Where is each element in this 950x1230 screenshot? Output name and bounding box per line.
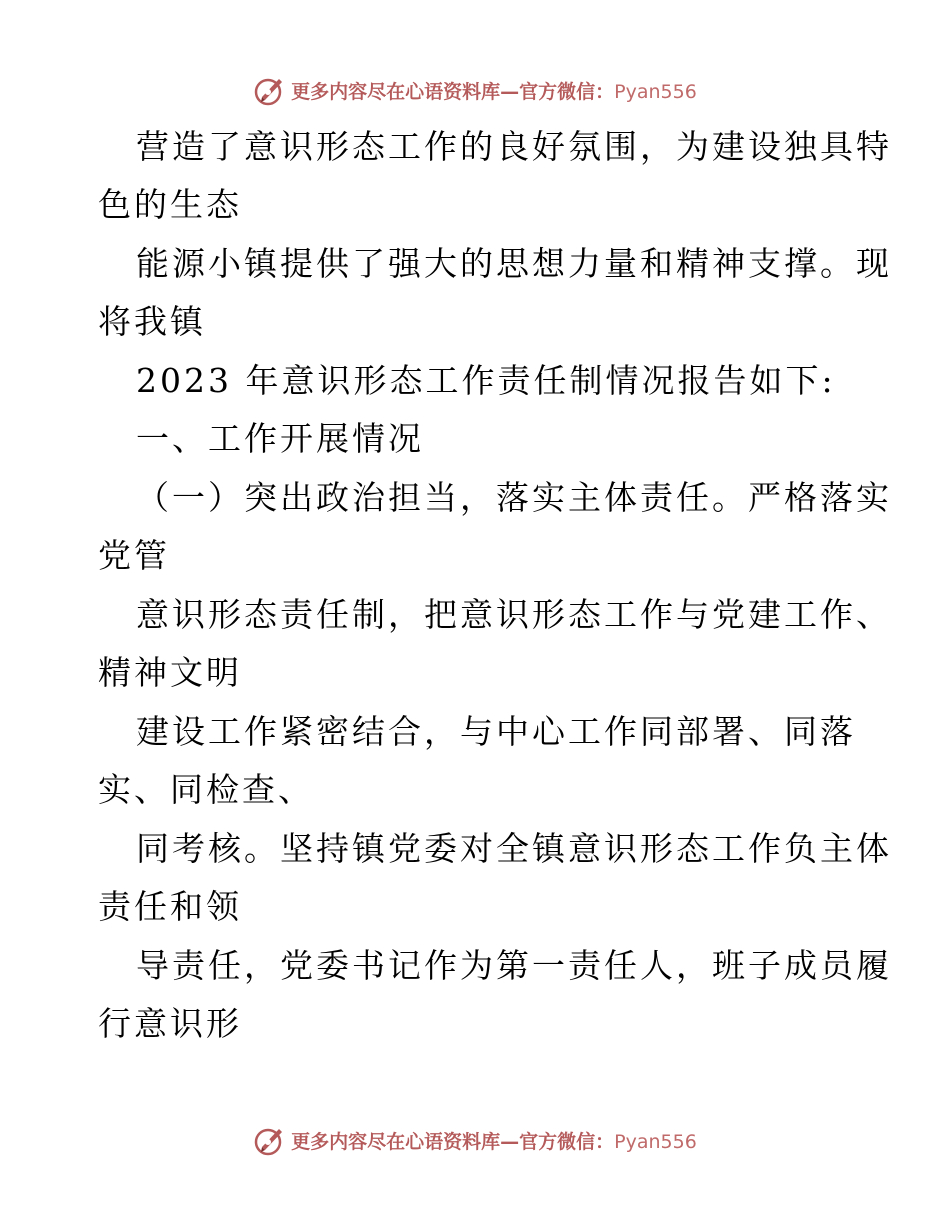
text-line-15: 导责任，党委书记作为第一责任人，班子成员履 (136, 946, 892, 985)
watermark-wechat-id: Pyan556 (614, 80, 697, 103)
text-line-16: 行意识形 (98, 1004, 242, 1043)
quill-pen-logo-icon (253, 1123, 287, 1157)
text-line-2: 色的生态 (98, 185, 242, 224)
text-line-3: 能源小镇提供了强大的思想力量和精神支撑。现 (136, 244, 892, 283)
watermark-text (291, 77, 697, 104)
text-line-1: 营造了意识形态工作的良好氛围，为建设独具特 (136, 127, 892, 166)
watermark-label: 更多内容尽在心语资料库—官方微信： (291, 80, 615, 103)
watermark-text (291, 1127, 697, 1154)
text-line-8: 党管 (98, 536, 170, 575)
text-line-4: 将我镇 (98, 302, 206, 341)
text-line-7: （一）突出政治担当，落实主体责任。严格落实 (136, 478, 892, 517)
text-line-14: 责任和领 (98, 887, 242, 926)
text-line-13: 同考核。坚持镇党委对全镇意识形态工作负主体 (136, 829, 892, 868)
text-line-5: 2023 年意识形态工作责任制情况报告如下: (136, 361, 836, 400)
quill-pen-logo-icon (253, 73, 287, 107)
header-watermark (0, 70, 950, 110)
footer-watermark (0, 1120, 950, 1160)
text-line-10: 精神文明 (98, 653, 242, 692)
section-heading: 一、工作开展情况 (136, 419, 424, 458)
watermark-label: 更多内容尽在心语资料库—官方微信： (291, 1130, 615, 1153)
text-line-12: 实、同检查、 (98, 770, 314, 809)
watermark-wechat-id: Pyan556 (614, 1130, 697, 1153)
text-line-9: 意识形态责任制，把意识形态工作与党建工作、 (136, 595, 892, 634)
text-line-11: 建设工作紧密结合，与中心工作同部署、同落 (136, 712, 856, 751)
